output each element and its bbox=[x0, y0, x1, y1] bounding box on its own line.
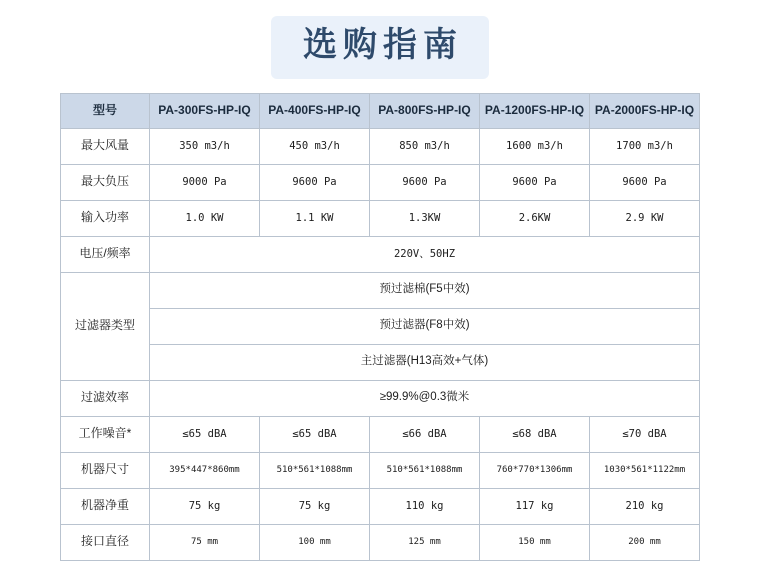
table-row bbox=[61, 416, 700, 452]
cell-filter-pre-cotton: 预过滤棉(F5中效) bbox=[150, 272, 700, 308]
cell-voltage-frequency-value: 220V、50HZ bbox=[150, 236, 700, 272]
cell-pressure-pa800: 9600 Pa bbox=[370, 164, 480, 200]
cell-weight-pa800: 110 kg bbox=[370, 488, 480, 524]
page-title: 选购指南 bbox=[271, 16, 489, 79]
cell-dimensions-pa1200: 760*770*1306mm bbox=[480, 452, 590, 488]
table-row bbox=[61, 200, 700, 236]
row-label-max-airflow: 最大风量 bbox=[61, 128, 150, 164]
cell-port-pa1200: 150 mm bbox=[480, 524, 590, 560]
table-row bbox=[61, 380, 700, 416]
cell-filter-efficiency-value: ≥99.9%@0.3微米 bbox=[150, 380, 700, 416]
table-row bbox=[61, 236, 700, 272]
column-header-pa1200: PA-1200FS-HP-IQ bbox=[480, 93, 590, 128]
cell-max-airflow-pa1200: 1600 m3/h bbox=[480, 128, 590, 164]
cell-power-pa800: 1.3KW bbox=[370, 200, 480, 236]
column-header-pa2000: PA-2000FS-HP-IQ bbox=[590, 93, 700, 128]
cell-pressure-pa400: 9600 Pa bbox=[260, 164, 370, 200]
cell-max-airflow-pa400: 450 m3/h bbox=[260, 128, 370, 164]
row-label-dimensions: 机器尺寸 bbox=[61, 452, 150, 488]
cell-max-airflow-pa800: 850 m3/h bbox=[370, 128, 480, 164]
cell-max-airflow-pa2000: 1700 m3/h bbox=[590, 128, 700, 164]
row-label-filter-type: 过滤器类型 bbox=[61, 272, 150, 380]
cell-power-pa400: 1.1 KW bbox=[260, 200, 370, 236]
cell-filter-main-h13: 主过滤器(H13高效+气体) bbox=[150, 344, 700, 380]
row-label-filter-efficiency: 过滤效率 bbox=[61, 380, 150, 416]
cell-dimensions-pa400: 510*561*1088mm bbox=[260, 452, 370, 488]
table-row bbox=[61, 272, 700, 308]
cell-pressure-pa1200: 9600 Pa bbox=[480, 164, 590, 200]
row-label-noise: 工作噪音* bbox=[61, 416, 150, 452]
table-row bbox=[61, 452, 700, 488]
cell-noise-pa400: ≤65 dBA bbox=[260, 416, 370, 452]
cell-weight-pa300: 75 kg bbox=[150, 488, 260, 524]
cell-noise-pa1200: ≤68 dBA bbox=[480, 416, 590, 452]
column-header-pa300: PA-300FS-HP-IQ bbox=[150, 93, 260, 128]
column-header-pa800: PA-800FS-HP-IQ bbox=[370, 93, 480, 128]
column-header-model: 型号 bbox=[61, 93, 150, 128]
cell-port-pa2000: 200 mm bbox=[590, 524, 700, 560]
table-row bbox=[61, 488, 700, 524]
table-body bbox=[61, 128, 700, 560]
row-label-port-diameter: 接口直径 bbox=[61, 524, 150, 560]
cell-dimensions-pa300: 395*447*860mm bbox=[150, 452, 260, 488]
cell-port-pa800: 125 mm bbox=[370, 524, 480, 560]
specification-table bbox=[60, 93, 700, 561]
table-header-row bbox=[61, 93, 700, 128]
table-header bbox=[61, 93, 700, 128]
cell-max-airflow-pa300: 350 m3/h bbox=[150, 128, 260, 164]
page-title-container bbox=[0, 0, 760, 93]
cell-noise-pa2000: ≤70 dBA bbox=[590, 416, 700, 452]
cell-port-pa300: 75 mm bbox=[150, 524, 260, 560]
cell-weight-pa400: 75 kg bbox=[260, 488, 370, 524]
column-header-pa400: PA-400FS-HP-IQ bbox=[260, 93, 370, 128]
cell-power-pa300: 1.0 KW bbox=[150, 200, 260, 236]
table-row bbox=[61, 164, 700, 200]
cell-filter-pre-f8: 预过滤器(F8中效) bbox=[150, 308, 700, 344]
cell-dimensions-pa2000: 1030*561*1122mm bbox=[590, 452, 700, 488]
cell-noise-pa300: ≤65 dBA bbox=[150, 416, 260, 452]
cell-dimensions-pa800: 510*561*1088mm bbox=[370, 452, 480, 488]
cell-weight-pa1200: 117 kg bbox=[480, 488, 590, 524]
cell-pressure-pa2000: 9600 Pa bbox=[590, 164, 700, 200]
table-row bbox=[61, 524, 700, 560]
cell-power-pa2000: 2.9 KW bbox=[590, 200, 700, 236]
row-label-voltage-frequency: 电压/频率 bbox=[61, 236, 150, 272]
table-row bbox=[61, 344, 700, 380]
cell-pressure-pa300: 9000 Pa bbox=[150, 164, 260, 200]
row-label-input-power: 输入功率 bbox=[61, 200, 150, 236]
table-row bbox=[61, 128, 700, 164]
cell-noise-pa800: ≤66 dBA bbox=[370, 416, 480, 452]
cell-power-pa1200: 2.6KW bbox=[480, 200, 590, 236]
cell-weight-pa2000: 210 kg bbox=[590, 488, 700, 524]
row-label-max-negative-pressure: 最大负压 bbox=[61, 164, 150, 200]
table-row bbox=[61, 308, 700, 344]
row-label-net-weight: 机器净重 bbox=[61, 488, 150, 524]
cell-port-pa400: 100 mm bbox=[260, 524, 370, 560]
spec-table-container bbox=[0, 93, 760, 561]
